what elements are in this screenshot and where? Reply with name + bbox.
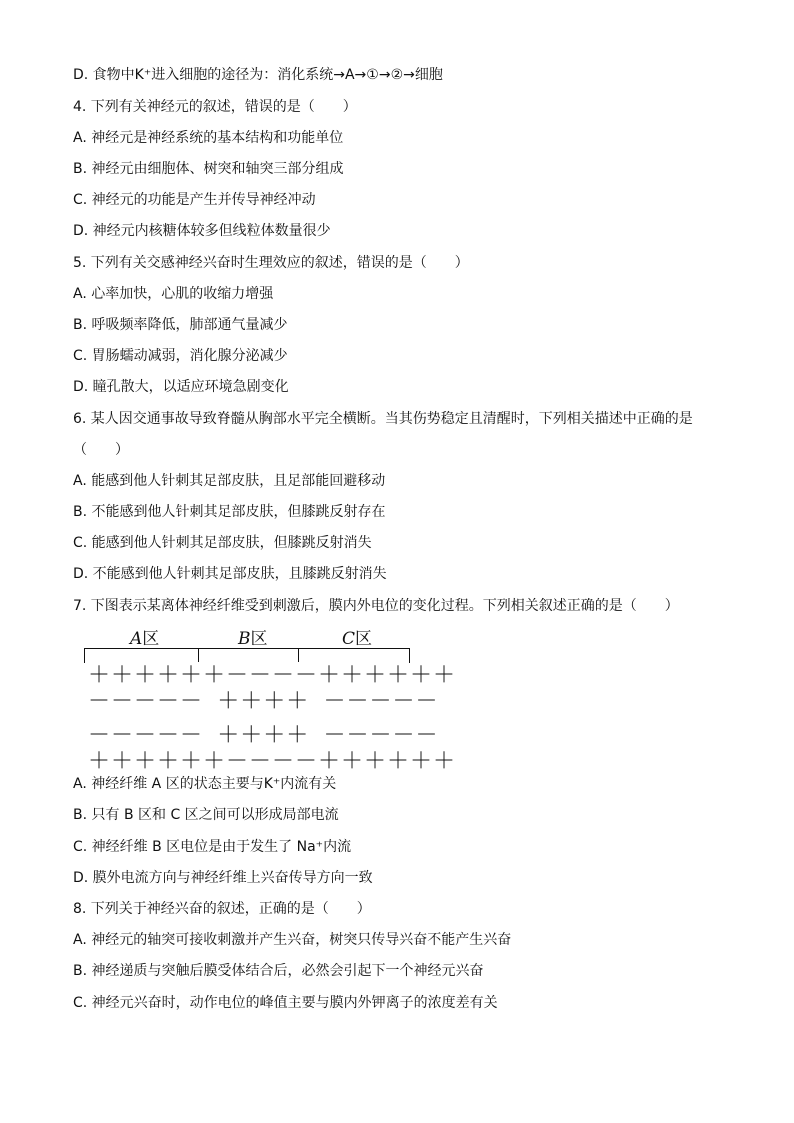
- zone-a-label: A区: [130, 629, 160, 649]
- option-line: D. 食物中K⁺进入细胞的途径为：消化系统→A→①→②→细胞: [73, 67, 443, 83]
- zone-b-label: B区: [238, 629, 268, 649]
- question-6-stem-cont: （ ）: [73, 442, 129, 458]
- option-line: B. 神经递质与突触后膜受体结合后，必然会引起下一个神经元兴奋: [73, 963, 484, 979]
- option-line: D. 神经元内核糖体较多但线粒体数量很少: [73, 223, 331, 239]
- nerve-fiber-diagram: [80, 622, 457, 774]
- option-line: B. 呼吸频率降低，肺部通气量减少: [73, 317, 288, 333]
- option-line: B. 不能感到他人针刺其足部皮肤，但膝跳反射存在: [73, 504, 386, 520]
- option-line: B. 只有 B 区和 C 区之间可以形成局部电流: [73, 807, 339, 823]
- option-line: B. 神经元由细胞体、树突和轴突三部分组成: [73, 161, 344, 177]
- outer-membrane-row: ＋＋＋＋＋＋－－－－＋＋＋＋＋＋: [88, 663, 457, 688]
- option-line: C. 神经元兴奋时，动作电位的峰值主要与膜内外钾离子的浓度差有关: [73, 995, 498, 1011]
- inner-membrane-row: －－－－－ ＋＋＋＋ －－－－－: [88, 689, 439, 714]
- option-line: A. 心率加快，心肌的收缩力增强: [73, 286, 274, 302]
- inner-membrane-row: －－－－－ ＋＋＋＋ －－－－－: [88, 723, 439, 748]
- option-line: A. 能感到他人针刺其足部皮肤，且足部能回避移动: [73, 473, 386, 489]
- question-8-stem: 8. 下列关于神经兴奋的叙述，正确的是（ ）: [73, 901, 371, 917]
- option-line: C. 能感到他人针刺其足部皮肤，但膝跳反射消失: [73, 535, 372, 551]
- option-line: C. 胃肠蠕动减弱，消化腺分泌减少: [73, 348, 288, 364]
- question-5-stem: 5. 下列有关交感神经兴奋时生理效应的叙述，错误的是（ ）: [73, 255, 469, 271]
- question-7-stem: 7. 下图表示某离体神经纤维受到刺激后，膜内外电位的变化过程。下列相关叙述正确的是（ ）: [73, 598, 679, 614]
- option-line: C. 神经元的功能是产生并传导神经冲动: [73, 192, 316, 208]
- option-line: A. 神经元的轴突可接收刺激并产生兴奋，树突只传导兴奋不能产生兴奋: [73, 932, 512, 948]
- question-4-stem: 4. 下列有关神经元的叙述，错误的是（ ）: [73, 99, 357, 115]
- option-line: D. 瞳孔散大，以适应环境急剧变化: [73, 379, 289, 395]
- option-line: C. 神经纤维 B 区电位是由于发生了 Na⁺内流: [73, 839, 352, 855]
- option-line: D. 不能感到他人针刺其足部皮肤，且膝跳反射消失: [73, 566, 387, 582]
- zone-c-label: C区: [342, 629, 373, 649]
- option-line: D. 膜外电流方向与神经纤维上兴奋传导方向一致: [73, 870, 373, 886]
- outer-membrane-row: ＋＋＋＋＋＋－－－－＋＋＋＋＋＋: [88, 749, 457, 774]
- option-line: A. 神经元是神经系统的基本结构和功能单位: [73, 130, 344, 146]
- question-6-stem: 6. 某人因交通事故导致脊髓从胸部水平完全横断。当其伤势稳定且清醒时，下列相关描述中正确的是: [73, 411, 693, 427]
- option-line: A. 神经纤维 A 区的状态主要与K⁺内流有关: [73, 776, 337, 792]
